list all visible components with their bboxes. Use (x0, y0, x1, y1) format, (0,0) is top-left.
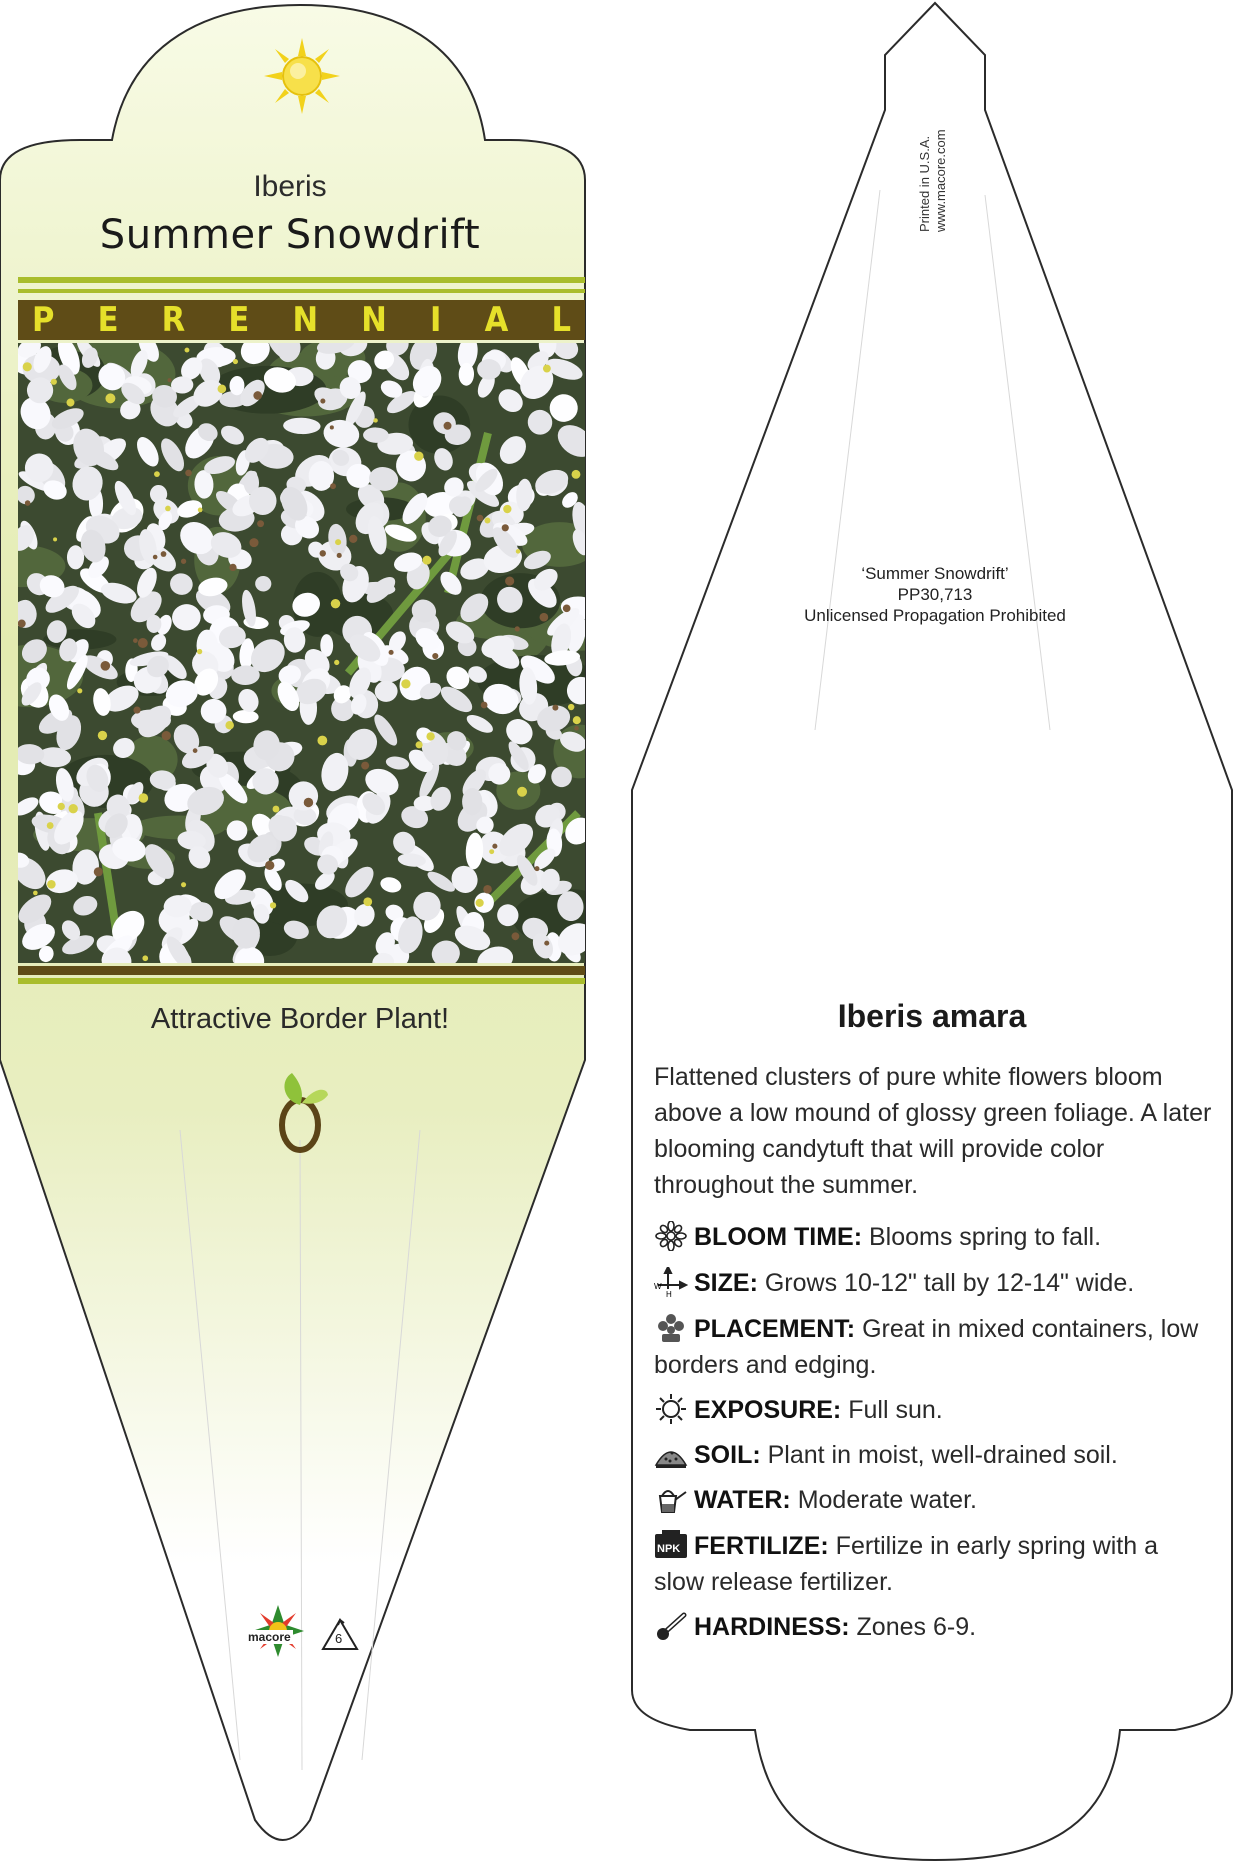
category-letter: N (292, 300, 319, 340)
care-text: Moderate water. (797, 1486, 977, 1514)
care-text: Great in mixed containers, low borders and edging. (654, 1315, 1199, 1379)
printed-line-2: www.macore.com (933, 129, 948, 232)
svg-text:W: W (654, 1282, 662, 1291)
plant-photo (18, 343, 585, 963)
plant-genus: Iberis (253, 170, 327, 203)
svg-text:H: H (666, 1290, 672, 1297)
care-label: SIZE: (694, 1269, 758, 1297)
patent-number: PP30,713 (897, 585, 973, 604)
accent-bar-top (18, 277, 585, 283)
npk-fertilizer-icon (654, 1530, 690, 1560)
tagline: Attractive Border Plant! (150, 1003, 450, 1035)
plant-cultivar-name: Summer Snowdrift (99, 212, 481, 258)
care-item (654, 1437, 1214, 1473)
accent-bar-top-2 (18, 289, 585, 293)
seedling-logo-icon (272, 1065, 332, 1155)
flower-bloom-icon (654, 1221, 690, 1251)
care-item (654, 1392, 1214, 1428)
care-item (654, 1528, 1214, 1600)
printed-in (917, 92, 949, 232)
care-label: EXPOSURE: (694, 1396, 842, 1424)
thermometer-icon (654, 1611, 690, 1641)
care-label: BLOOM TIME: (694, 1223, 863, 1251)
category-letter: N (361, 300, 387, 340)
category-letter: E (97, 300, 119, 340)
accent-bar-bottom-2 (18, 978, 585, 984)
brand-name: macore (248, 1630, 291, 1644)
care-item (654, 1311, 1214, 1383)
patent-block (720, 563, 1150, 626)
category-letter: E (228, 300, 250, 340)
care-label: WATER: (694, 1486, 791, 1514)
category-band (18, 300, 585, 340)
sun-exposure-icon (654, 1394, 690, 1424)
plant-description: Flattened clusters of pure white flowers bloom above a low mound of glossy green foliage. A later blooming candytuft that will provide color throughout the summer. (654, 1063, 1212, 1199)
care-item (654, 1482, 1214, 1518)
recycle-code: 6 (335, 1631, 343, 1646)
care-text: Grows 10-12" tall by 12-14" wide. (764, 1269, 1135, 1297)
category-letter: L (551, 300, 571, 340)
care-label: SOIL: (694, 1441, 761, 1469)
care-text: Blooms spring to fall. (868, 1223, 1102, 1251)
svg-text:NPK: NPK (657, 1543, 681, 1555)
care-item (654, 1219, 1214, 1255)
care-text: Fertilize in early spring with a slow release fertilizer. (654, 1532, 1159, 1596)
category-letter: A (484, 300, 509, 340)
care-label: HARDINESS: (694, 1613, 850, 1641)
care-text: Plant in moist, well-drained soil. (767, 1441, 1118, 1469)
care-label: FERTILIZE: (694, 1532, 829, 1560)
watering-can-icon (654, 1484, 690, 1514)
botanical-name: Iberis amara (837, 998, 1027, 1034)
accent-bar-bottom (18, 966, 585, 975)
care-text: Zones 6-9. (856, 1613, 977, 1641)
care-label: PLACEMENT: (694, 1315, 856, 1343)
printed-line-1: Printed in U.S.A. (917, 135, 932, 232)
category-letter: P (32, 300, 55, 340)
patent-name: ‘Summer Snowdrift’ (861, 564, 1009, 583)
patent-notice: Unlicensed Propagation Prohibited (804, 606, 1066, 625)
sun-icon (262, 36, 342, 116)
care-text: Full sun. (848, 1396, 943, 1424)
care-item (654, 1265, 1214, 1301)
category-letter: R (161, 300, 186, 340)
category-letter: I (430, 300, 442, 340)
soil-pile-icon (654, 1439, 690, 1469)
size-axes-icon (654, 1267, 690, 1297)
care-item (654, 1609, 1214, 1645)
placement-plants-icon (654, 1313, 690, 1343)
